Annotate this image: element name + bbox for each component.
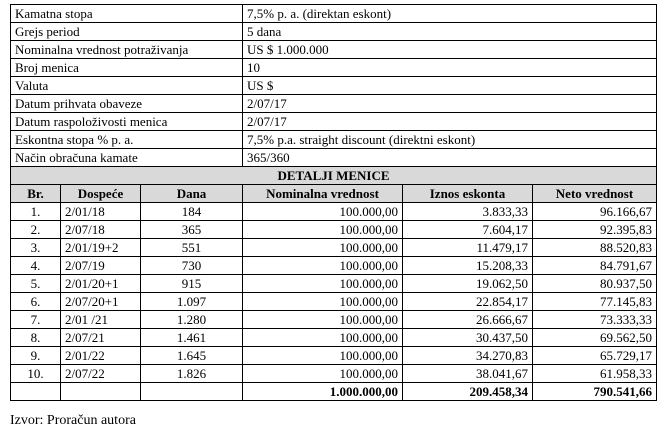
- header-neto: Neto vrednost: [533, 185, 657, 203]
- cell-br: 4.: [11, 257, 61, 275]
- info-value: US $: [243, 77, 657, 95]
- cell-eskont: 3.833,33: [403, 203, 533, 221]
- cell-dospece: 2/01/20+1: [61, 275, 141, 293]
- cell-eskont: 22.854,17: [403, 293, 533, 311]
- cell-br: 10.: [11, 365, 61, 383]
- cell-neto: 88.520,83: [533, 239, 657, 257]
- cell-neto: 69.562,50: [533, 329, 657, 347]
- info-section: [11, 5, 657, 167]
- info-label: Kamatna stopa: [11, 5, 243, 23]
- cell-dana: 730: [141, 257, 243, 275]
- cell-eskont: 15.208,33: [403, 257, 533, 275]
- table-row: [11, 275, 657, 293]
- cell-nominal: 100.000,00: [243, 293, 403, 311]
- cell-eskont: 30.437,50: [403, 329, 533, 347]
- cell-dana: 1.645: [141, 347, 243, 365]
- info-label: Način obračuna kamate: [11, 149, 243, 167]
- cell-dana: 1.461: [141, 329, 243, 347]
- total-empty-1: [11, 383, 61, 401]
- info-label: Grejs period: [11, 23, 243, 41]
- bill-details-table: [10, 4, 657, 401]
- info-value: 7,5% p.a. straight discount (direktni eskont): [243, 131, 657, 149]
- info-row: [11, 5, 657, 23]
- cell-br: 6.: [11, 293, 61, 311]
- cell-eskont: 34.270,83: [403, 347, 533, 365]
- cell-dospece: 2/07/18: [61, 221, 141, 239]
- cell-neto: 73.333,33: [533, 311, 657, 329]
- cell-neto: 96.166,67: [533, 203, 657, 221]
- cell-dana: 1.280: [141, 311, 243, 329]
- cell-br: 5.: [11, 275, 61, 293]
- cell-nominal: 100.000,00: [243, 257, 403, 275]
- total-eskont: 209.458,34: [403, 383, 533, 401]
- info-value: US $ 1.000.000: [243, 41, 657, 59]
- column-header-row: [11, 185, 657, 203]
- cell-br: 3.: [11, 239, 61, 257]
- cell-nominal: 100.000,00: [243, 221, 403, 239]
- cell-eskont: 38.041,67: [403, 365, 533, 383]
- document-table-wrapper: [10, 4, 656, 401]
- info-row: [11, 59, 657, 77]
- total-nominal: 1.000.000,00: [243, 383, 403, 401]
- table-row: [11, 311, 657, 329]
- cell-neto: 65.729,17: [533, 347, 657, 365]
- info-label: Valuta: [11, 77, 243, 95]
- cell-br: 2.: [11, 221, 61, 239]
- cell-neto: 84.791,67: [533, 257, 657, 275]
- section-title-row: [11, 167, 657, 185]
- cell-eskont: 19.062,50: [403, 275, 533, 293]
- cell-dospece: 2/07/21: [61, 329, 141, 347]
- info-label: Eskontna stopa % p. a.: [11, 131, 243, 149]
- header-dospece: Dospeće: [61, 185, 141, 203]
- header-eskont: Iznos eskonta: [403, 185, 533, 203]
- info-label: Nominalna vrednost potraživanja: [11, 41, 243, 59]
- cell-neto: 80.937,50: [533, 275, 657, 293]
- cell-nominal: 100.000,00: [243, 347, 403, 365]
- cell-dana: 184: [141, 203, 243, 221]
- cell-eskont: 26.666,67: [403, 311, 533, 329]
- cell-br: 7.: [11, 311, 61, 329]
- info-value: 2/07/17: [243, 113, 657, 131]
- table-row: [11, 293, 657, 311]
- cell-nominal: 100.000,00: [243, 329, 403, 347]
- info-value: 365/360: [243, 149, 657, 167]
- info-label: Datum raspoloživosti menica: [11, 113, 243, 131]
- cell-dospece: 2/07/19: [61, 257, 141, 275]
- cell-neto: 77.145,83: [533, 293, 657, 311]
- info-value: 10: [243, 59, 657, 77]
- cell-nominal: 100.000,00: [243, 311, 403, 329]
- table-row: [11, 329, 657, 347]
- cell-dospece: 2/01/18: [61, 203, 141, 221]
- info-row: [11, 23, 657, 41]
- info-value: 5 dana: [243, 23, 657, 41]
- table-row: [11, 221, 657, 239]
- info-value: 2/07/17: [243, 95, 657, 113]
- info-row: [11, 131, 657, 149]
- cell-nominal: 100.000,00: [243, 365, 403, 383]
- cell-dana: 1.097: [141, 293, 243, 311]
- cell-br: 9.: [11, 347, 61, 365]
- cell-dana: 1.826: [141, 365, 243, 383]
- table-row: [11, 203, 657, 221]
- info-row: [11, 41, 657, 59]
- cell-br: 1.: [11, 203, 61, 221]
- cell-eskont: 7.604,17: [403, 221, 533, 239]
- cell-dana: 365: [141, 221, 243, 239]
- info-row: [11, 95, 657, 113]
- header-nominalna: Nominalna vrednost: [243, 185, 403, 203]
- cell-dospece: 2/07/20+1: [61, 293, 141, 311]
- cell-dospece: 2/01 /21: [61, 311, 141, 329]
- cell-neto: 92.395,83: [533, 221, 657, 239]
- info-label: Datum prihvata obaveze: [11, 95, 243, 113]
- info-row: [11, 113, 657, 131]
- header-dana: Dana: [141, 185, 243, 203]
- header-br: Br.: [11, 185, 61, 203]
- info-label: Broj menica: [11, 59, 243, 77]
- bill-rows: [11, 203, 657, 383]
- info-row: [11, 77, 657, 95]
- table-row: [11, 365, 657, 383]
- total-empty-2: [61, 383, 141, 401]
- cell-neto: 61.958,33: [533, 365, 657, 383]
- cell-dana: 551: [141, 239, 243, 257]
- cell-nominal: 100.000,00: [243, 275, 403, 293]
- info-value: 7,5% p. a. (direktan eskont): [243, 5, 657, 23]
- table-row: [11, 347, 657, 365]
- total-empty-3: [141, 383, 243, 401]
- cell-dospece: 2/01/22: [61, 347, 141, 365]
- section-title: DETALJI MENICE: [11, 167, 657, 185]
- cell-dospece: 2/01/19+2: [61, 239, 141, 257]
- totals-row: [11, 383, 657, 401]
- table-row: [11, 239, 657, 257]
- cell-nominal: 100.000,00: [243, 239, 403, 257]
- cell-dospece: 2/07/22: [61, 365, 141, 383]
- total-neto: 790.541,66: [533, 383, 657, 401]
- info-row: [11, 149, 657, 167]
- cell-dana: 915: [141, 275, 243, 293]
- cell-eskont: 11.479,17: [403, 239, 533, 257]
- table-row: [11, 257, 657, 275]
- cell-nominal: 100.000,00: [243, 203, 403, 221]
- source-note: Izvor: Proračun autora: [10, 413, 136, 428]
- cell-br: 8.: [11, 329, 61, 347]
